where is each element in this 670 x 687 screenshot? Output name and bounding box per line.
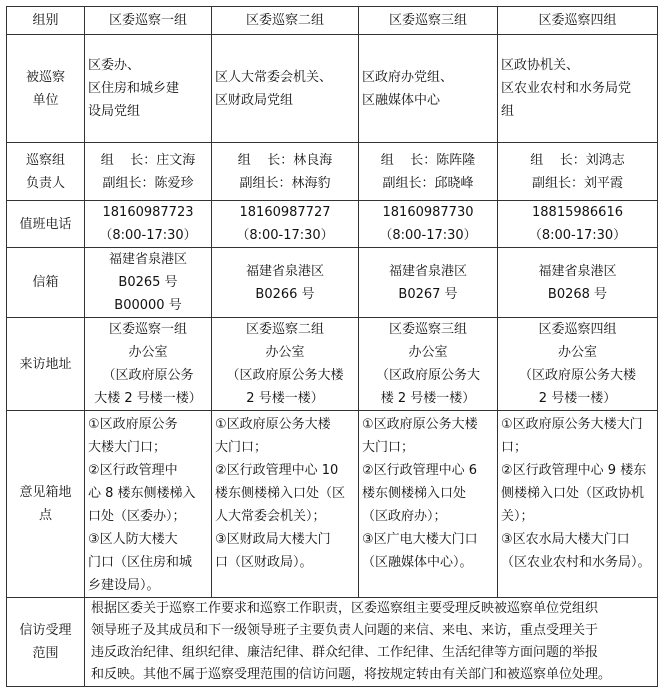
units-line: 区农业农村和水务局党 [501,81,632,96]
row-label-mailbox [7,248,85,318]
boxes-line: 心 8 楼东侧楼梯入 [88,486,196,501]
phone-cell-group-4 [498,201,658,248]
phone-line: （8:00-17:30） [379,228,477,243]
address-line: 办公室 [557,345,597,360]
boxes-line: 口处（区委办）； [88,509,186,524]
scope-line: 领导班子及其成员和下一级领导班子主要负责人问题的来信、来电、来访，重点受理关于 [91,623,599,638]
units-cell-group-4 [498,35,658,143]
leaders-cell-group-3 [359,143,498,201]
leaders-line: 副组长：陈爱珍 [102,175,194,191]
address-line: 办公室 [265,345,305,360]
mailbox-line: B0267 号 [398,286,458,302]
row-label-phone [7,201,85,248]
row-units [7,35,658,143]
mailbox-line: B0266 号 [255,286,315,302]
units-line: 区住房和城乡建 [88,81,180,96]
boxes-cell-group-2 [212,411,359,598]
phone-line: （8:00-17:30） [99,228,197,243]
leaders-cell-group-2 [212,143,359,201]
address-line: （区政府原公务大楼 [518,368,636,383]
address-line: 楼 2 号楼一楼） [380,391,476,406]
address-line: 区委巡察二组 [245,322,324,337]
row-label-leaders [7,143,85,201]
label-line: 意见箱地 [19,485,72,500]
mailbox-line: B0268 号 [547,286,608,302]
header-group-2: 区委巡察二组 [212,7,359,35]
phone-cell-group-2 [212,201,359,248]
address-line: （区政府原公务大 [375,368,480,383]
mailbox-cell-group-2 [212,248,359,318]
boxes-line: ①区政府原公务大楼大门 [501,417,643,432]
boxes-line: ①区政府原公务大楼 [215,417,331,432]
boxes-line: 乡建设局）。 [88,578,160,593]
label-line: 范围 [32,646,59,661]
mailbox-line: B00000 号 [114,298,182,313]
mailbox-line: 福建省泉港区 [245,263,324,279]
boxes-line: ①区政府原公务 [88,417,178,432]
label-line: 值班电话 [19,216,72,232]
boxes-line: 大门口； [362,440,415,455]
row-scope [7,598,658,687]
row-phone [7,201,658,248]
units-line: 区人大常委会机关、 [215,69,333,85]
address-cell-group-4 [498,318,658,411]
boxes-line: 口； [501,440,528,455]
leaders-line: 组 长：林良海 [237,152,333,168]
boxes-line: （区政府办）； [362,509,447,524]
address-line: 区委巡察四组 [538,322,617,337]
leaders-line: 组 长：刘鸿志 [530,152,625,168]
mailbox-line: 福建省泉港区 [538,263,617,279]
scope-line: 和反映。其他不属于巡察受理范围的信访问题，将按规定转由有关部门和被巡察单位处理。 [91,667,612,682]
header-row [7,7,658,35]
row-mailbox [7,248,658,318]
boxes-line: 大门口； [215,440,268,455]
phone-line: 18815986616 [532,205,623,220]
row-boxes [7,411,658,598]
address-cell-group-3 [359,318,498,411]
units-line: 区委办、 [88,58,141,73]
phone-line: 18160987727 [239,205,331,220]
address-line: 大楼 2 号楼一楼） [94,391,202,406]
units-line: 区政协机关、 [501,58,580,73]
boxes-line: 大楼大门口； [88,440,167,455]
phone-cell-group-3 [359,201,498,248]
leaders-line: 副组长：刘平霞 [531,175,623,191]
label-line: 来访地址 [19,356,72,372]
boxes-line: ②区行政管理中心 10 [215,463,339,478]
label-line: 信箱 [32,275,59,290]
row-address [7,318,658,411]
label-line: 单位 [32,92,59,108]
leaders-line: 组 长：庄文海 [100,152,196,168]
address-line: 区委巡察三组 [388,322,467,337]
address-cell-group-1 [85,318,212,411]
row-leaders [7,143,658,201]
boxes-line: （区农业农村和水务局）。 [501,555,651,570]
units-line: 区财政局党组 [215,92,294,108]
label-line: 巡察组 [25,152,65,168]
units-line: 组 [501,104,515,119]
boxes-line: 侧楼梯入口处（区政协机 [501,486,645,501]
phone-cell-group-1 [85,201,212,248]
label-line: 被巡察 [25,69,65,85]
mailbox-line: 福建省泉港区 [108,252,187,267]
address-line: 区委巡察一组 [108,322,187,337]
units-cell-group-1 [85,35,212,143]
leaders-cell-group-4 [498,143,658,201]
boxes-line: （区融媒体中心）。 [362,555,473,570]
row-label-units [7,35,85,143]
label-line: 点 [38,508,52,523]
boxes-line: ③区农水局大楼大门口 [501,532,630,547]
boxes-line: 楼东侧楼梯入口处（区 [215,486,346,501]
boxes-line: 人大常委会机关）； [215,509,326,524]
mailbox-cell-group-4 [498,248,658,318]
boxes-line: ③区财政局大楼大门 [215,532,331,547]
row-label-boxes [7,411,85,598]
leaders-line: 组 长：陈阵隆 [380,152,476,168]
address-line: 办公室 [408,345,448,360]
boxes-line: ②区行政管理中 [88,463,178,478]
header-group-4: 区委巡察四组 [498,7,658,35]
boxes-line: ②区行政管理中心 9 楼东 [501,463,647,478]
scope-text [85,598,658,687]
address-cell-group-2 [212,318,359,411]
boxes-line: ③区广电大楼大门口 [362,532,478,547]
leaders-line: 副组长：邱晓峰 [382,175,474,191]
units-line: 设局党组 [88,104,141,119]
mailbox-line: 福建省泉港区 [388,263,467,279]
mailbox-cell-group-1 [85,248,212,318]
boxes-line: 关）； [501,509,534,524]
header-group-3: 区委巡察三组 [359,7,498,35]
boxes-line: 门口（区住房和城 [88,555,193,570]
header-group-1: 区委巡察一组 [85,7,212,35]
leaders-line: 副组长：林海豹 [239,175,331,191]
units-line: 区融媒体中心 [362,92,441,108]
phone-line: （8:00-17:30） [236,228,334,243]
address-line: 办公室 [128,345,168,360]
boxes-line: 口（区财政局）。 [215,555,313,570]
row-label-address [7,318,85,411]
boxes-line: ②区行政管理中心 6 [362,463,478,478]
phone-line: 18160987723 [102,205,194,220]
scope-line: 违反政治纪律、组织纪律、廉洁纪律、群众纪律、工作纪律、生活纪律等方面问题的举报 [91,645,599,660]
units-cell-group-3 [359,35,498,143]
boxes-cell-group-3 [359,411,498,598]
row-label-scope [7,598,85,687]
phone-line: 18160987730 [382,205,474,220]
boxes-cell-group-1 [85,411,212,598]
units-line: 区政府办党组、 [362,69,454,85]
header-label: 组别 [7,7,85,35]
address-line: （区政府原公务 [102,368,194,383]
phone-line: （8:00-17:30） [528,228,627,243]
inspection-info-table [6,6,658,687]
address-line: （区政府原公务大楼 [226,368,344,383]
label-line: 负责人 [25,175,65,191]
address-line: 2 号楼一楼） [246,391,324,406]
leaders-cell-group-1 [85,143,212,201]
address-line: 2 号楼一楼） [538,391,617,406]
mailbox-cell-group-3 [359,248,498,318]
label-line: 信访受理 [19,623,72,638]
boxes-line: ①区政府原公务大楼 [362,417,478,432]
boxes-line: ③区人防大楼大 [88,532,178,547]
boxes-line: 楼东侧楼梯入口处 [362,486,467,501]
boxes-cell-group-4 [498,411,658,598]
units-cell-group-2 [212,35,359,143]
mailbox-line: B0265 号 [118,275,178,290]
scope-line: 根据区委关于巡察工作要求和巡察工作职责，区委巡察组主要受理反映被巡察单位党组织 [91,601,599,616]
